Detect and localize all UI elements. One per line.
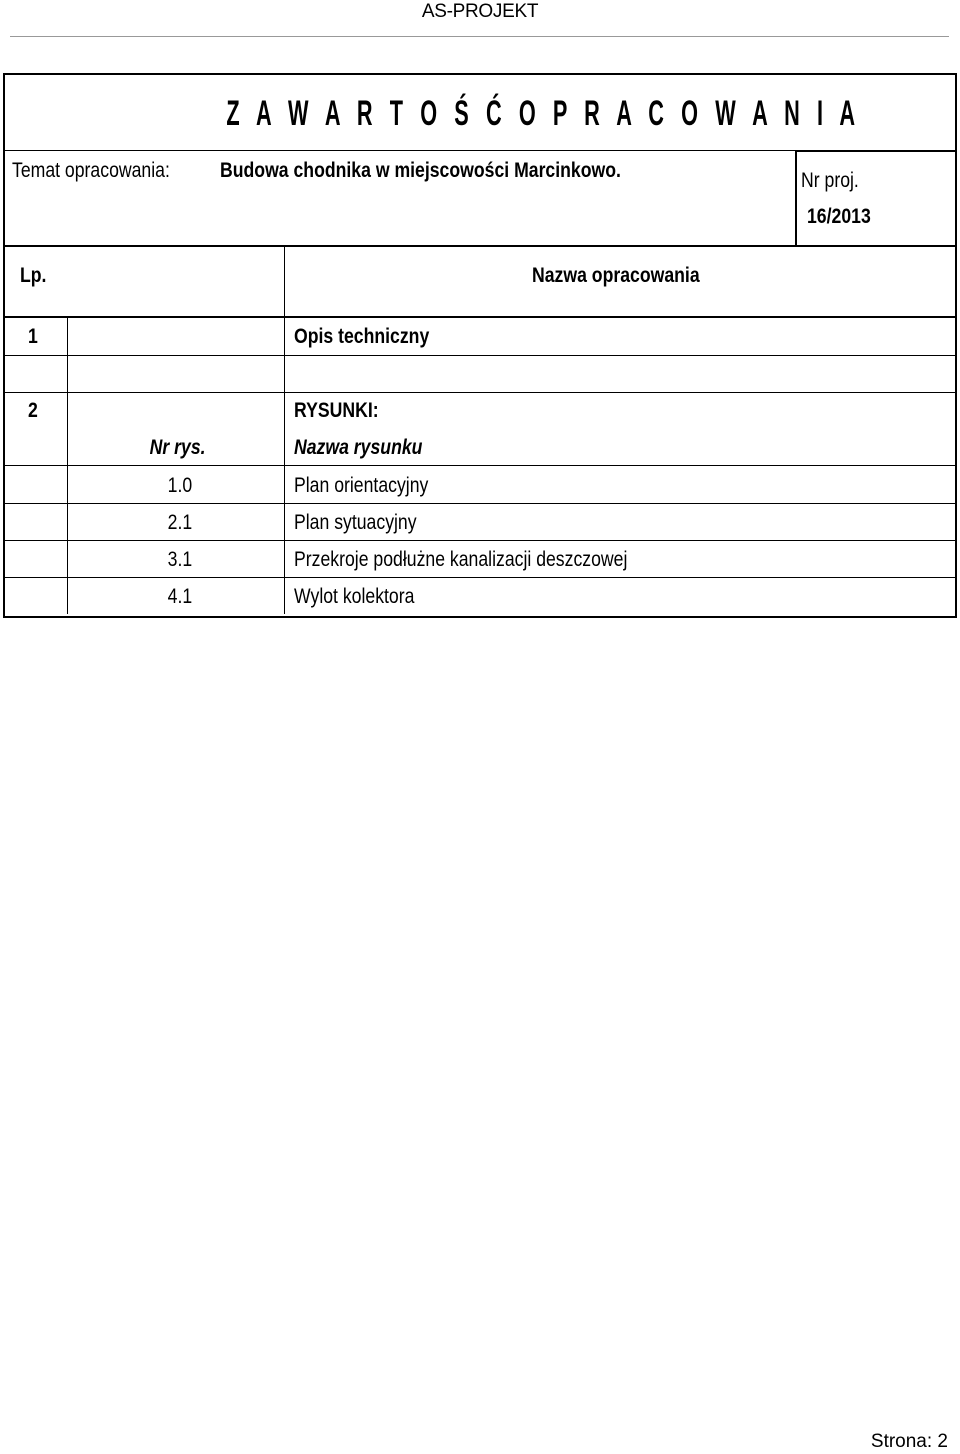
row-line-4	[5, 503, 955, 504]
col-divider-right	[284, 247, 285, 614]
project-no-divider	[795, 150, 797, 246]
drawing-row-name: Przekroje podłużne kanalizacji deszczowej	[294, 548, 628, 571]
contents-row-lp: 1	[28, 325, 38, 348]
header-divider	[10, 36, 949, 37]
drawing-row-no: 1.0	[167, 474, 192, 497]
contents-row-lp: 2	[28, 399, 38, 422]
drawings-header-name: Nazwa rysunku	[294, 436, 423, 459]
contents-row-name: Opis techniczny	[294, 325, 430, 348]
row-line-5	[5, 540, 955, 541]
page-number: Strona: 2	[870, 1431, 948, 1452]
drawings-header-no: Nr rys.	[150, 436, 206, 459]
document-title: Z A W A R T O Ś Ć O P R A C O W A N I A	[226, 94, 861, 133]
row-line-3	[5, 465, 955, 466]
drawing-row-no: 4.1	[167, 585, 192, 608]
header-bottom-line	[5, 245, 955, 247]
drawing-row-no: 2.1	[167, 511, 192, 534]
subject-value: Budowa chodnika w miejscowości Marcinkowo.	[220, 159, 621, 182]
project-no-value: 16/2013	[807, 205, 871, 228]
col-header-name: Nazwa opracowania	[532, 264, 700, 287]
company-header: AS-PROJEKT	[421, 1, 539, 22]
title-divider	[5, 150, 795, 151]
col-header-lp: Lp.	[20, 264, 47, 287]
contents-row-name: RYSUNKI:	[294, 399, 379, 422]
row-line-6	[5, 577, 955, 578]
row-line-1	[5, 355, 955, 356]
project-no-label: Nr proj.	[801, 169, 859, 192]
row-line-head	[5, 316, 955, 318]
project-no-top-line	[795, 150, 955, 152]
drawing-row-name: Wylot kolektora	[294, 585, 415, 608]
drawing-row-name: Plan sytuacyjny	[294, 511, 417, 534]
subject-label: Temat opracowania:	[12, 159, 170, 182]
drawing-row-no: 3.1	[167, 548, 192, 571]
row-line-2	[5, 392, 955, 393]
contents-frame	[3, 73, 957, 618]
drawing-row-name: Plan orientacyjny	[294, 474, 429, 497]
